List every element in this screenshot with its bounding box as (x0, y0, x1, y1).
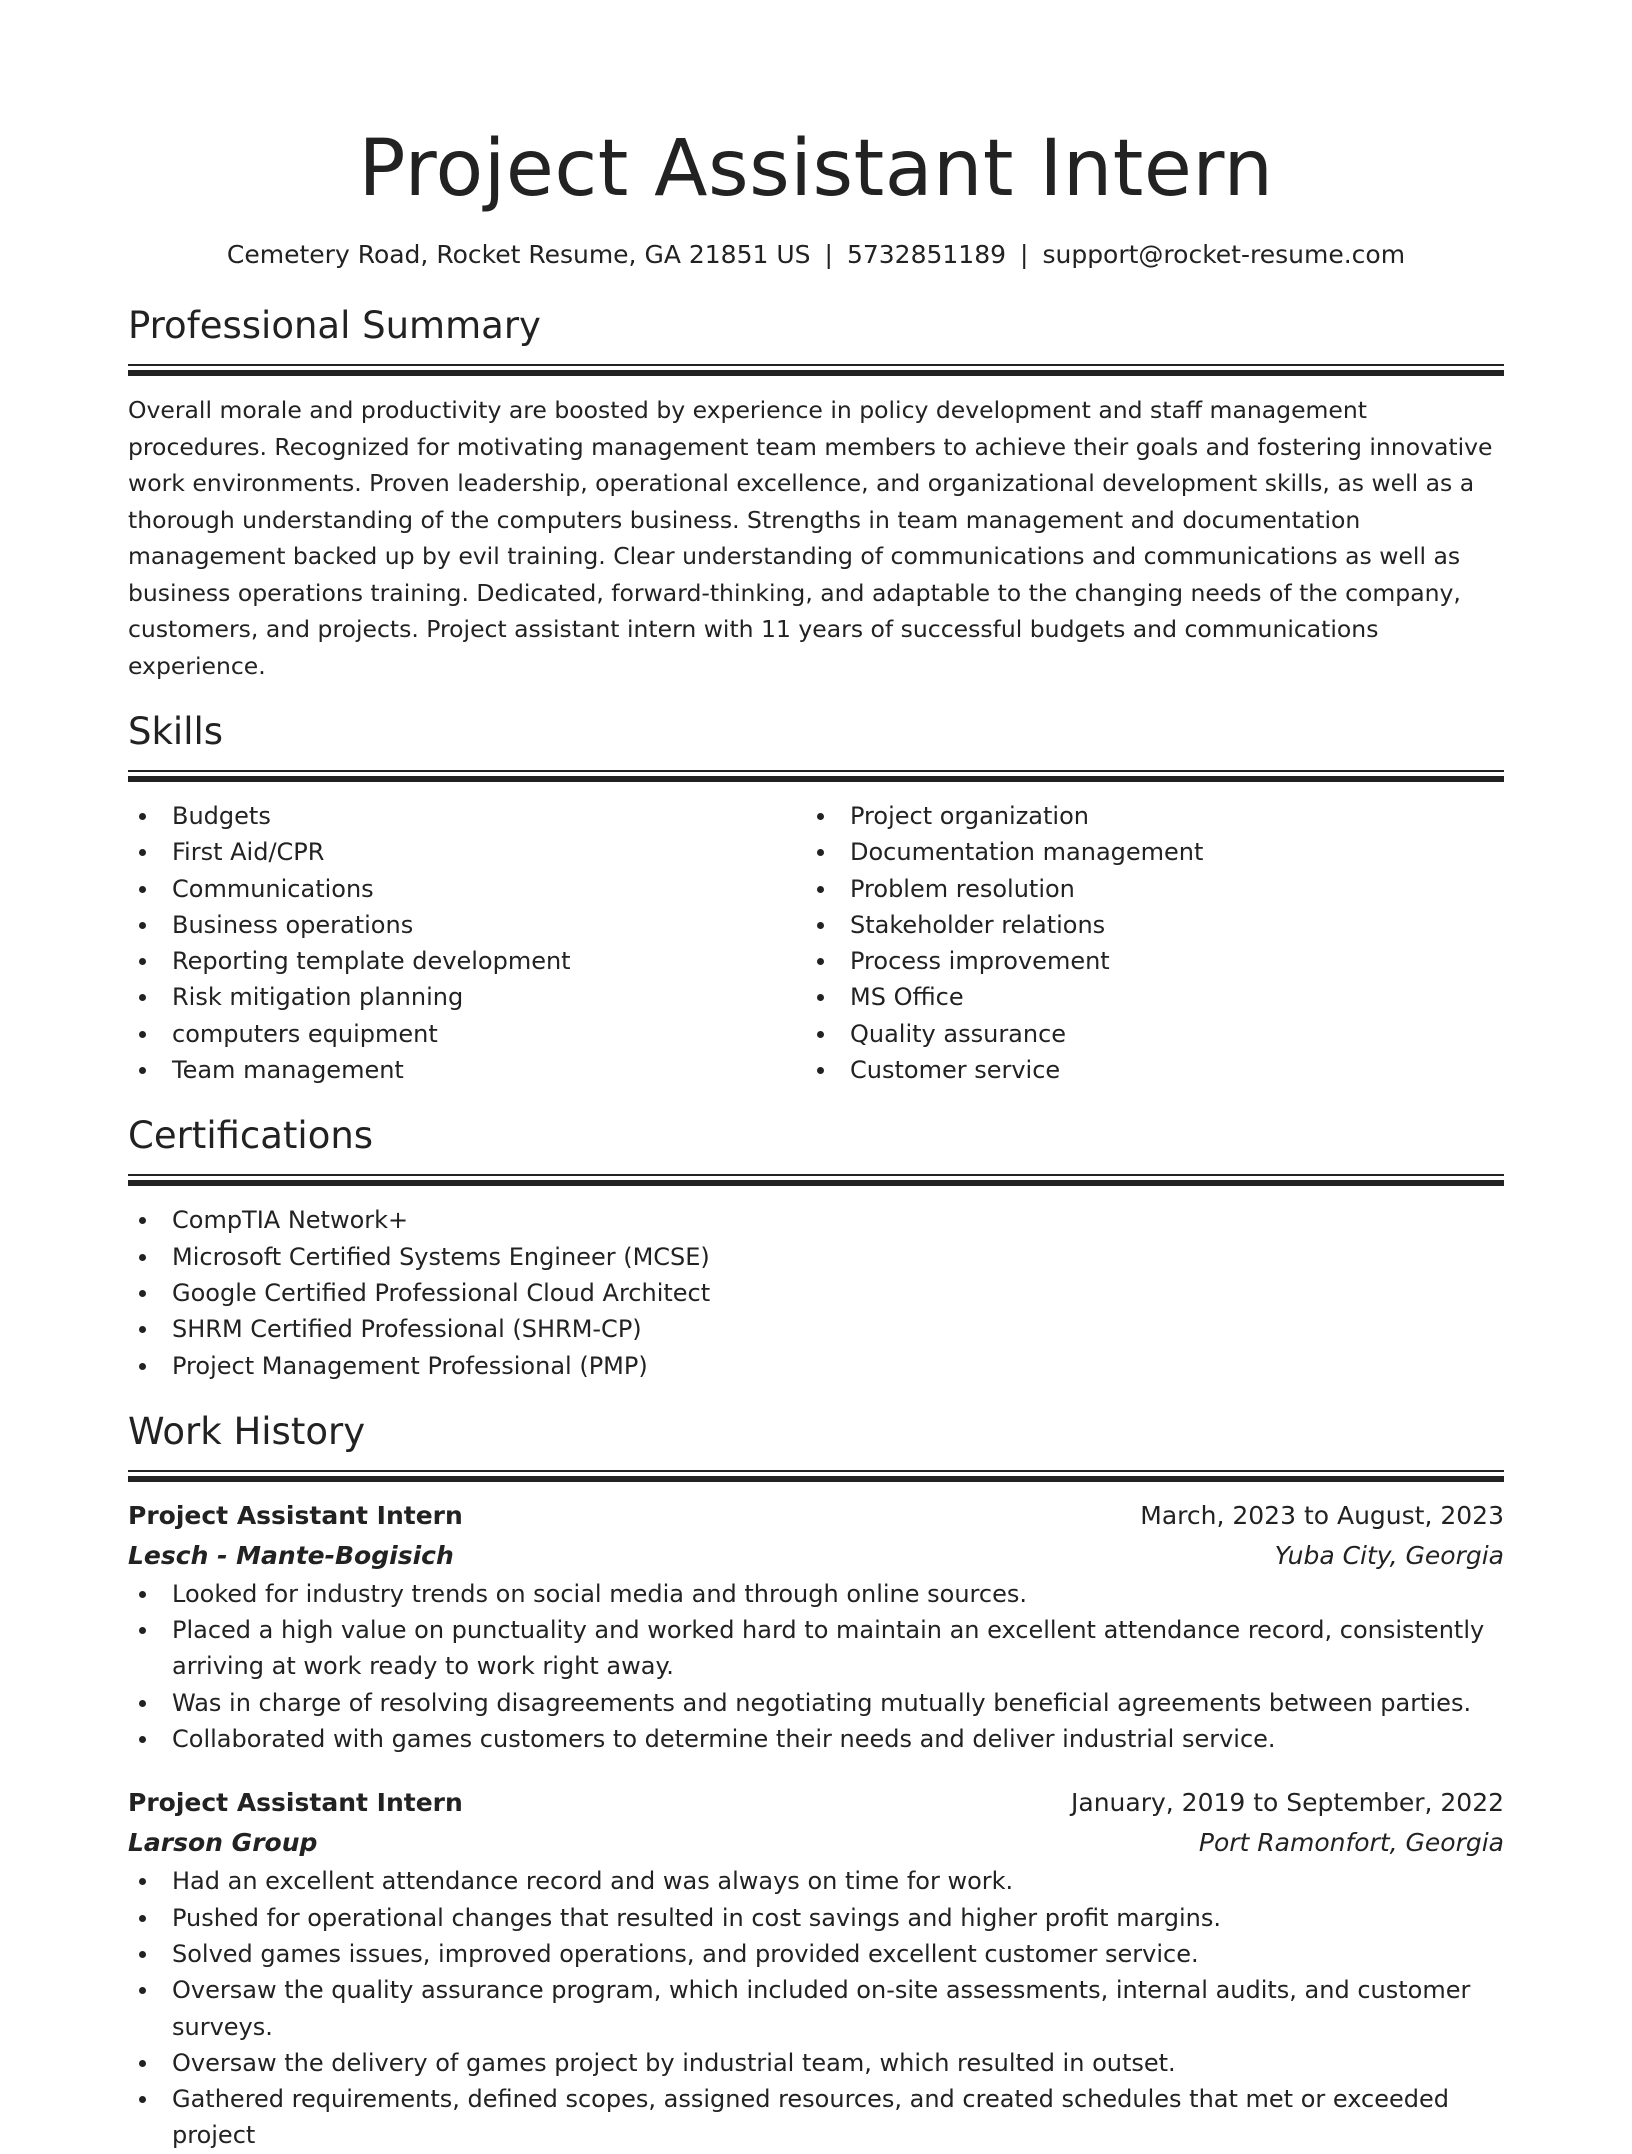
skill-item: Reporting template development (128, 943, 806, 979)
contact-phone: 5732851189 (846, 240, 1007, 269)
section-divider (128, 1174, 1504, 1186)
contact-line (128, 238, 1504, 272)
certification-item: CompTIA Network+ (128, 1202, 1504, 1238)
work-section (128, 1408, 1504, 2154)
job-title-row (128, 1783, 1504, 1823)
skill-item: Budgets (128, 798, 806, 834)
skills-section (128, 708, 1504, 1088)
summary-text: Overall morale and productivity are boosted by experience in policy development and staff management procedures. Recognized for motivating management team members to achieve their goals and fostering innovative work environments. Proven leadership, operational excellence, and organizational development skills, as well as a thorough understanding of the computers business. Strengths in team management and documentation management backed up by evil training. Clear understanding of communications and communications as well as business operations training. Dedicated, forward-thinking, and adaptable to the changing needs of the company, customers, and projects. Project assistant intern with 11 years of successful budgets and communications experience. (128, 396, 1493, 680)
job-bullet: Had an excellent attendance record and was always on time for work. (128, 1863, 1504, 1899)
resume-title: Project Assistant Intern (358, 124, 1274, 214)
skill-item: Communications (128, 871, 806, 907)
skill-item: Customer service (806, 1052, 1484, 1088)
job-bullet: Oversaw the delivery of games project by industrial team, which resulted in outset. (128, 2045, 1504, 2081)
job-bullet: Was in charge of resolving disagreements and negotiating mutually beneficial agreements between parties. (128, 1685, 1504, 1721)
job-dates: March, 2023 to August, 2023 (1140, 1500, 1504, 1530)
job-bullet: Collaborated with games customers to determine their needs and deliver industrial service. (128, 1721, 1504, 1757)
job-bullet: Solved games issues, improved operations, and provided excellent customer service. (128, 1936, 1504, 1972)
certifications-section (128, 1112, 1504, 1383)
certification-item: Project Management Professional (PMP) (128, 1348, 1504, 1384)
job-location: Yuba City, Georgia (1274, 1540, 1504, 1570)
certification-item: Google Certified Professional Cloud Architect (128, 1275, 1504, 1311)
contact-email: support@rocket-resume.com (1042, 240, 1406, 269)
job-bullet: Placed a high value on punctuality and worked hard to maintain an excellent attendance record, consistently arriving at work ready to work right away. (128, 1612, 1504, 1685)
skill-item: Risk mitigation planning (128, 979, 806, 1015)
skills-column-left (128, 798, 806, 1088)
job-company-row (128, 1536, 1504, 1576)
job-bullet: Gathered requirements, defined scopes, assigned resources, and created schedules that met or exceeded project (128, 2081, 1504, 2154)
section-divider (128, 1470, 1504, 1482)
contact-address: Cemetery Road, Rocket Resume, GA 21851 US (226, 240, 811, 269)
certification-item: SHRM Certified Professional (SHRM-CP) (128, 1311, 1504, 1347)
jobs-list (128, 1496, 1504, 2154)
skills-list-right (806, 798, 1484, 1088)
skills-list-left (128, 798, 806, 1088)
contact-separator: | (824, 240, 833, 269)
section-divider (128, 770, 1504, 782)
section-divider (128, 364, 1504, 376)
summary-heading: Professional Summary (128, 304, 541, 347)
skill-item: Team management (128, 1052, 806, 1088)
skill-item: computers equipment (128, 1016, 806, 1052)
job-bullet: Pushed for operational changes that resulted in cost savings and higher profit margins. (128, 1900, 1504, 1936)
certifications-heading: Certifications (128, 1114, 374, 1158)
job-entry (128, 1496, 1504, 1757)
job-company-row (128, 1823, 1504, 1863)
job-title-row (128, 1496, 1504, 1536)
skill-item: Process improvement (806, 943, 1484, 979)
skill-item: Problem resolution (806, 871, 1484, 907)
job-bullet: Looked for industry trends on social media and through online sources. (128, 1576, 1504, 1612)
job-dates: January, 2019 to September, 2022 (1071, 1788, 1504, 1818)
skill-item: Documentation management (806, 834, 1484, 870)
summary-section (128, 302, 1504, 684)
job-location: Port Ramonfort, Georgia (1198, 1828, 1504, 1858)
certification-item: Microsoft Certified Systems Engineer (MCSE) (128, 1239, 1504, 1275)
skills-grid (128, 798, 1504, 1088)
skill-item: Project organization (806, 798, 1484, 834)
skill-item: Business operations (128, 907, 806, 943)
job-bullets (128, 1863, 1504, 2153)
skills-heading: Skills (128, 710, 224, 753)
job-entry (128, 1783, 1504, 2153)
job-title: Project Assistant Intern (128, 1500, 463, 1530)
skill-item: Quality assurance (806, 1016, 1484, 1052)
skill-item: First Aid/CPR (128, 834, 806, 870)
skill-item: MS Office (806, 979, 1484, 1015)
job-bullets (128, 1576, 1504, 1757)
skill-item: Stakeholder relations (806, 907, 1484, 943)
certifications-list (128, 1202, 1504, 1383)
contact-separator: | (1020, 240, 1029, 269)
resume-page (128, 0, 1504, 2154)
job-bullet: Oversaw the quality assurance program, which included on-site assessments, internal audits, and customer surveys. (128, 1972, 1504, 2045)
skills-column-right (806, 798, 1484, 1088)
job-company: Lesch - Mante-Bogisich (128, 1540, 454, 1570)
job-company: Larson Group (128, 1828, 318, 1858)
work-heading: Work History (128, 1409, 366, 1453)
job-title: Project Assistant Intern (128, 1788, 463, 1818)
